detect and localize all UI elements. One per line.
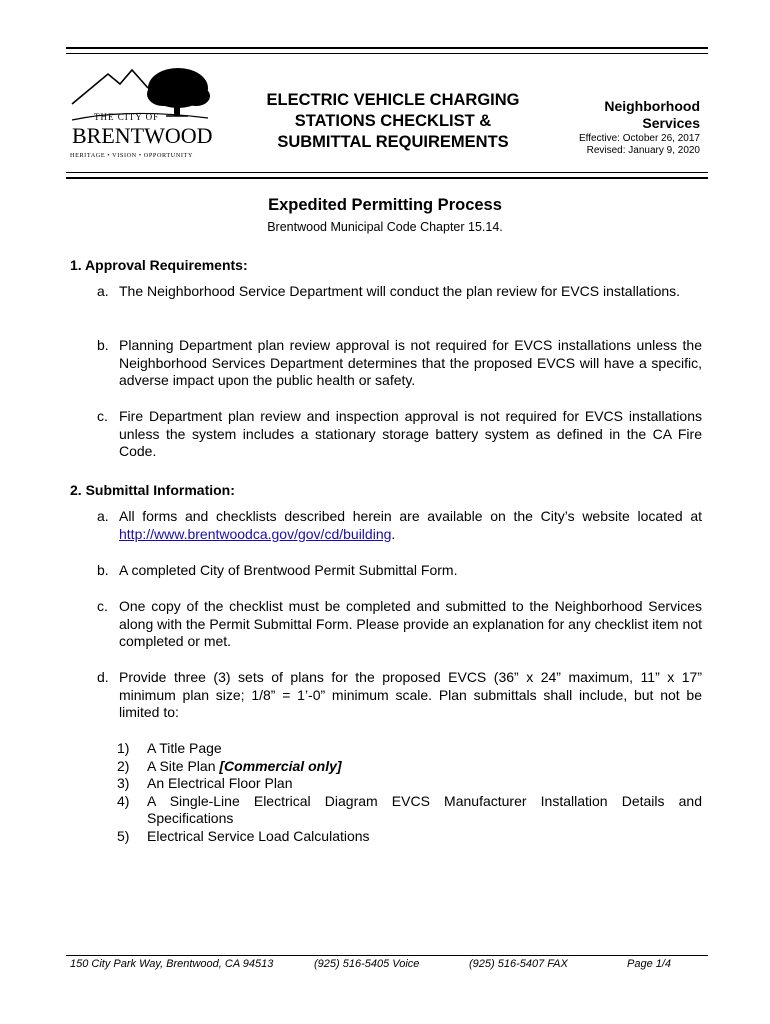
approval-item-c: c. Fire Department plan review and inspection approval is not required for EVCS installations unless the system includes a stationary storage battery system as defined in the CA Fire Code. bbox=[97, 408, 702, 459]
footer-rule bbox=[66, 955, 708, 956]
section-heading: Expedited Permitting Process bbox=[268, 196, 502, 214]
submittal-item-a: a. All forms and checklists described herein are available on the City’s website located at http://www.brentwoodca.gov/gov/cd/building. bbox=[97, 508, 702, 542]
commercial-only-note: [Commercial only] bbox=[219, 757, 342, 774]
brentwood-logo-icon bbox=[68, 64, 218, 160]
document-dates bbox=[579, 133, 700, 157]
svg-text:HERITAGE • VISION • OPPORTUNIT: HERITAGE • VISION • OPPORTUNITY bbox=[70, 152, 194, 159]
building-website-link[interactable]: http://www.brentwoodca.gov/gov/cd/building bbox=[119, 525, 392, 542]
submittal-item-c: c. One copy of the checklist must be completed and submitted to the Neighborhood Services along with the Permit Submittal Form. Please provide an explanation for any checklist item not completed or met. bbox=[97, 598, 702, 649]
submittal-item-b: b. A completed City of Brentwood Permit Submittal Form. bbox=[97, 562, 458, 578]
list-item: 5) Electrical Service Load Calculations bbox=[117, 827, 370, 844]
department-line-1: Neighborhood bbox=[604, 98, 700, 114]
city-logo bbox=[68, 64, 218, 160]
svg-text:BRENTWOOD: BRENTWOOD bbox=[72, 123, 213, 148]
header-rule-top-inner bbox=[66, 53, 708, 54]
footer-address: 150 City Park Way, Brentwood, CA 94513 bbox=[70, 958, 274, 970]
title-line-3: SUBMITTAL REQUIREMENTS bbox=[277, 133, 509, 151]
header-rule-bottom bbox=[66, 177, 708, 179]
title-line-1: ELECTRIC VEHICLE CHARGING bbox=[266, 91, 520, 109]
footer-voice-phone: (925) 516-5405 Voice bbox=[314, 958, 420, 970]
list-item: 4) A Single-Line Electrical Diagram EVCS Manufacturer Installation Details and Specifications bbox=[117, 792, 702, 826]
effective-date: Effective: October 26, 2017 bbox=[578, 133, 700, 144]
footer-fax: (925) 516-5407 FAX bbox=[469, 958, 568, 970]
department-line-2: Services bbox=[642, 115, 700, 131]
list-item: 1) A Title Page bbox=[117, 740, 222, 756]
submittal-information-heading: 2. Submittal Information: bbox=[70, 482, 235, 498]
revised-date: Revised: January 9, 2020 bbox=[586, 145, 700, 156]
department-name bbox=[604, 98, 700, 132]
svg-text:THE CITY OF: THE CITY OF bbox=[94, 112, 160, 122]
header-rule-top bbox=[66, 47, 708, 49]
header-rule-bottom-inner bbox=[66, 172, 708, 173]
approval-item-a: a. The Neighborhood Service Department will conduct the plan review for EVCS installations. bbox=[97, 283, 681, 299]
title-line-2: STATIONS CHECKLIST & bbox=[294, 112, 492, 130]
list-item: 3) An Electrical Floor Plan bbox=[117, 775, 293, 791]
code-reference: Brentwood Municipal Code Chapter 15.14. bbox=[267, 220, 503, 234]
submittal-item-d: d. Provide three (3) sets of plans for the proposed EVCS (36” x 24” maximum, 11” x 17” minimum plan size; 1/8” = 1’-0” minimum scale. Plan submittals shall include, but not be limited to: bbox=[97, 669, 702, 720]
approval-requirements-heading: 1. Approval Requirements: bbox=[70, 257, 248, 273]
document-title bbox=[240, 90, 546, 153]
footer-page-number: Page 1/4 bbox=[627, 958, 672, 970]
approval-item-b: b. Planning Department plan review approval is not required for EVCS installations unless the Neighborhood Services Department determines that the proposed EVCS will have a specific, adverse impact upon the public health or safety. bbox=[97, 337, 702, 388]
list-item: 2) A Site Plan [Commercial only] bbox=[117, 757, 342, 774]
plan-requirements-list bbox=[117, 740, 702, 845]
